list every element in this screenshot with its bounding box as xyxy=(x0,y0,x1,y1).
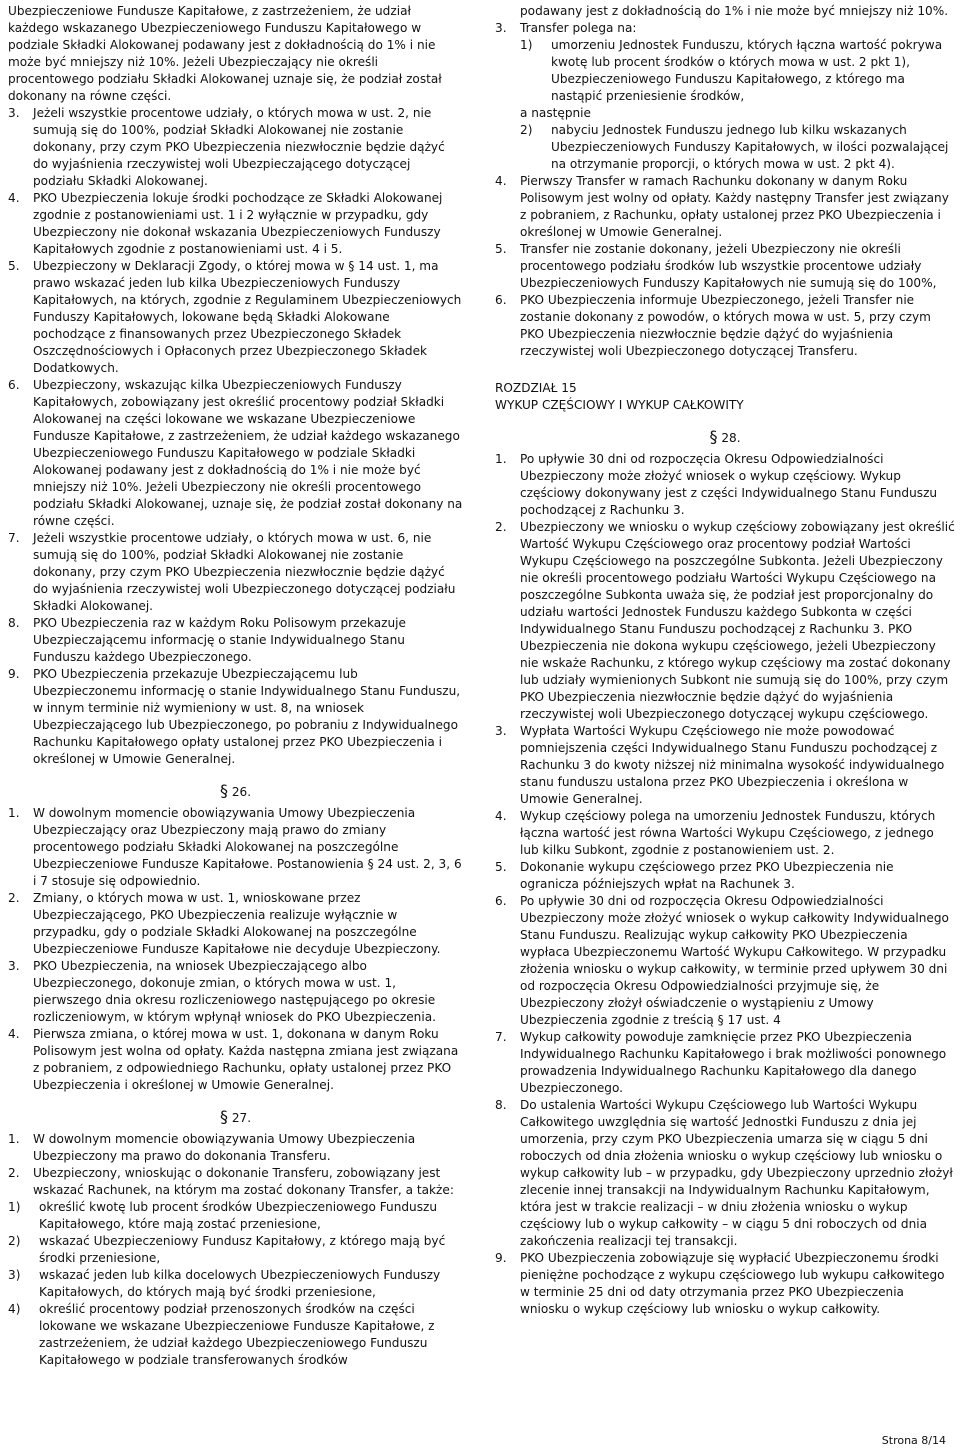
item-text: wskazać jeden lub kilka docelowych Ubezpieczeniowych Funduszy Kapitałowych, do których mają być środki przeniesione, xyxy=(39,1268,441,1299)
section-symbol: § xyxy=(709,427,718,446)
list-item xyxy=(495,451,955,519)
chapter-heading xyxy=(495,380,955,414)
item-text: Ubezpieczony we wniosku o wykup częściowy zobowiązany jest określić Wartość Wykupu Częściowego oraz procentowy podział Wartości Wykupu Częściowego na poszczególne Subkonta. Jeżeli Ubezpieczony nie określi procentowego podziału Wartości Wykupu Częściowego na poszczególne Subkonta uważa się, że podział jest proporcjonalny do udziału wartości Jednostek Funduszu każdego Subkonta w części Indywidualnego Stanu Funduszu pochodzącej z Rachunku 3. PKO Ubezpieczenia nie dokona wykupu częściowego, jeżeli Ubezpieczony nie wskaże Rachunku, z którego wykup częściowy ma zostać dokonany lub udziały wymienionych Subkont nie sumują się do 100%, przy czym PKO Ubezpieczenia niezwłocznie będzie dążyć do wyjaśnienia rzeczywistej woli Ubezpieczonego dotyczącej wykupu częściowego. xyxy=(520,520,955,721)
item-number: 5. xyxy=(495,242,507,256)
item-number: 4. xyxy=(495,174,507,188)
item-number: 5. xyxy=(8,259,20,273)
item-text: Ubezpieczony, wnioskując o dokonanie Transferu, zobowiązany jest wskazać Rachunek, na którym ma zostać dokonany Transfer, a także: xyxy=(33,1166,454,1197)
list-section-26 xyxy=(8,805,463,1094)
list-section-27 xyxy=(8,1131,463,1199)
sublist-transfer xyxy=(520,37,955,105)
item-number: 2. xyxy=(495,520,507,534)
connector-text: a następnie xyxy=(520,106,591,120)
item-number: 3) xyxy=(8,1268,21,1282)
item-text: Do ustalenia Wartości Wykupu Częściowego lub Wartości Wykupu Całkowitego uwzględnia się wartość Jednostki Funduszu z dnia jej umorzenia, przy czym PKO Ubezpieczenia umarza się w ciągu 5 dni roboczych od dnia złożenia wniosku o wykup częściowy lub wniosku o wykup całkowity lub – w przypadku, gdy Ubezpieczony uprzednio złożył zlecenie innej transakcji na Indywidualnym Rachunku Kapitałowym, która jest w trakcie realizacji – w dniu złożenia wniosku o wykup częściowy lub o wykup całkowity – w ciągu 5 dni roboczych od dnia zakończenia realizacji tej transakcji. xyxy=(520,1098,953,1248)
right-column xyxy=(495,3,955,1318)
item-text: Jeżeli wszystkie procentowe udziały, o których mowa w ust. 2, nie sumują się do 100%, podział Składki Alokowanej nie zostanie dokonany, przy czym PKO Ubezpieczenia niezwłocznie będzie dążyć do wyjaśnienia rzeczywistej woli Ubezpieczającego dotyczącej podziału Składki Alokowanej. xyxy=(33,106,445,188)
sublist-transfer-2 xyxy=(520,122,955,173)
item-text: Po upływie 30 dni od rozpoczęcia Okresu Odpowiedzialności Ubezpieczony może złożyć wniosek o wykup częściowy. Wykup częściowy dokonywany jest z części Indywidualnego Stanu Funduszu pochodzącej z Rachunku 3. xyxy=(520,452,938,517)
item-number: 2. xyxy=(8,891,20,905)
item-text: PKO Ubezpieczenia raz w każdym Roku Polisowym przekazuje Ubezpieczającemu informację o stanie Indywidualnego Stanu Funduszu każdego Ubezpieczonego. xyxy=(33,616,406,664)
item-number: 2. xyxy=(8,1166,20,1180)
section-symbol: § xyxy=(219,781,228,800)
item-text: Pierwsza zmiana, o której mowa w ust. 1, dokonana w danym Roku Polisowym jest wolna od opłaty. Każda następna zmiana jest związana z pobraniem, z odpowiedniego Rachunku, opłaty ustalonej przez PKO Ubezpieczenia i określonej w Umowie Generalnej. xyxy=(33,1027,459,1092)
item-number: 4. xyxy=(8,1027,20,1041)
item-text: nabyciu Jednostek Funduszu jednego lub kilku wskazanych Ubezpieczeniowych Funduszy Kapitałowych, w ilości pozwalającej na otrzymanie proporcji, o których mowa w ust. 2 pkt 4). xyxy=(551,123,949,171)
item-text: określić kwotę lub procent środków Ubezpieczeniowego Funduszu Kapitałowego, które mają zostać przeniesione, xyxy=(39,1200,438,1231)
list-item xyxy=(495,241,955,292)
item-text: PKO Ubezpieczenia przekazuje Ubezpieczającemu lub Ubezpieczonemu informację o stanie Indywidualnego Stanu Funduszu, w innym terminie niż wymieniony w ust. 8, na wniosek Ubezpieczającego lub Ubezpieczonego, po pobraniu z Indywidualnego Rachunku Kapitałowego opłaty ustalonej przez PKO Ubezpieczenia i określonej w Umowie Generalnej. xyxy=(33,667,461,766)
item-text: Transfer nie zostanie dokonany, jeżeli Ubezpieczony nie określi procentowego podziału środków lub wszystkie procentowe udziały Ubezpieczeniowych Funduszy Kapitałowych nie sumują się do 100%, xyxy=(520,242,937,290)
list-item xyxy=(495,173,955,241)
list-item xyxy=(495,723,955,808)
item-number: 3. xyxy=(8,106,20,120)
item-text: Ubezpieczony, wskazując kilka Ubezpieczeniowych Funduszy Kapitałowych, zobowiązany jest określić procentowy podział Składki Alokowanej na części lokowane we wskazane Ubezpieczeniowe Fundusze Kapitałowe, z zastrzeżeniem, że udział każdego wskazanego Ubezpieczeniowego Funduszu Kapitałowego w podziale Składki Alokowanej podawany jest z dokładnością do 1% i nie może być mniejszy niż 10%. Jeżeli Ubezpieczony nie określi procentowego podziału Składki Alokowanej, uznaje się, że podział został dokonany na równe części. xyxy=(33,378,463,528)
list-section-25 xyxy=(8,105,463,768)
list-item xyxy=(8,105,463,190)
item-text: umorzeniu Jednostek Funduszu, których łączna wartość pokrywa kwotę lub procent środków o których mowa w ust. 2 pkt 1), Ubezpieczeniowego Funduszu Kapitałowego, z którego ma nastąpić przeniesienie środków, xyxy=(551,38,943,103)
list-item xyxy=(8,615,463,666)
list-item xyxy=(495,292,955,360)
item-text: wskazać Ubezpieczeniowy Fundusz Kapitałowy, z którego mają być środki przeniesione, xyxy=(39,1234,446,1265)
item-text: Zmiany, o których mowa w ust. 1, wnioskowane przez Ubezpieczającego, PKO Ubezpieczenia realizuje wyłącznie w przypadku, gdy o podziale Składki Alokowanej na poszczególne Ubezpieczeniowe Fundusze Kapitałowe nie decyduje Ubezpieczony. xyxy=(33,891,441,956)
left-column xyxy=(8,3,463,1369)
list-item xyxy=(8,190,463,258)
item-number: 9. xyxy=(8,667,20,681)
paragraph-continuation: podawany jest z dokładnością do 1% i nie może być mniejszy niż 10%. xyxy=(520,4,949,18)
section-heading-28: § 28. xyxy=(709,427,741,446)
item-text: Wykup całkowity powoduje zamknięcie przez PKO Ubezpieczenia Indywidualnego Rachunku Kapitałowego i brak możliwości ponownego prowadzenia Indywidualnego Rachunku Kapitałowego dla danego Ubezpieczonego. xyxy=(520,1030,947,1095)
item-text: Po upływie 30 dni od rozpoczęcia Okresu Odpowiedzialności Ubezpieczony może złożyć wniosek o wykup całkowity Indywidualnego Stanu Funduszu. Realizując wykup całkowity PKO Ubezpieczenia wypłaca Ubezpieczonemu Wartość Wykupu Całkowitego. W przypadku złożenia wniosku o wykup całkowity, w terminie przed upływem 30 dni od rozpoczęcia Okresu Odpowiedzialności przyjmuje się, że Ubezpieczony złożył oświadczenie o wystąpieniu z Umowy Ubezpieczenia zgodnie z treścią § 17 ust. 4 xyxy=(520,894,949,1027)
item-text: Dokonanie wykupu częściowego przez PKO Ubezpieczenia nie ogranicza późniejszych wpłat na Rachunek 3. xyxy=(520,860,894,891)
list-item xyxy=(495,859,955,893)
list-item xyxy=(8,377,463,530)
item-number: 1. xyxy=(8,806,20,820)
item-number: 6. xyxy=(8,378,20,392)
list-item: 3. Transfer polega na: xyxy=(495,21,637,35)
item-text: W dowolnym momencie obowiązywania Umowy Ubezpieczenia Ubezpieczający oraz Ubezpieczony mają prawo do zmiany procentowego podziału Składki Alokowanej na poszczególne Ubezpieczeniowe Fundusze Kapitałowe. Postanowienia § 24 ust. 2, 3, 6 i 7 stosuje się odpowiednio. xyxy=(33,806,462,888)
list-item xyxy=(8,805,463,890)
item-number: 8. xyxy=(495,1098,507,1112)
item-number: 2) xyxy=(520,123,533,137)
list-item xyxy=(495,1250,955,1318)
item-number: 1. xyxy=(8,1132,20,1146)
item-number: 5. xyxy=(495,860,507,874)
list-item xyxy=(8,1165,463,1199)
sublist-item xyxy=(520,37,955,105)
item-number: 1) xyxy=(520,38,533,52)
item-number: 3. xyxy=(8,959,20,973)
list-item xyxy=(8,890,463,958)
list-item xyxy=(8,258,463,377)
item-text: Wykup częściowy polega na umorzeniu Jednostek Funduszu, których łączna wartość jest równa Wartości Wykupu Częściowego, z jednego lub kilku Subkont, zgodnie z postanowieniem ust. 2. xyxy=(520,809,936,857)
list-item xyxy=(495,893,955,1029)
item-text: PKO Ubezpieczenia lokuje środki pochodzące ze Składki Alokowanej zgodnie z postanowieniami ust. 1 i 2 wyłącznie w przypadku, gdy Ubezpieczony nie dokonał wskazania Ubezpieczeniowych Funduszy Kapitałowych zgodnie z postanowieniami ust. 4 i 5. xyxy=(33,191,443,256)
item-text: PKO Ubezpieczenia zobowiązuje się wypłacić Ubezpieczonemu środki pieniężne pochodzące z wykupu częściowego lub wykupu całkowitego w terminie 25 dni od daty otrzymania przez PKO Ubezpieczenia wniosku o wykup częściowy lub wniosku o wykup całkowity. xyxy=(520,1251,945,1316)
item-text: określić procentowy podział przenoszonych środków na części lokowane we wskazane Ubezpieczeniowe Fundusze Kapitałowe, z zastrzeżeniem, że udział każdego Ubezpieczeniowego Funduszu Kapitałowego w podziale transferowanych środków xyxy=(39,1302,435,1367)
section-heading-26: § 26. xyxy=(219,781,252,800)
item-text: Pierwszy Transfer w ramach Rachunku dokonany w danym Roku Polisowym jest wolny od opłaty. Każdy następny Transfer jest związany z pobraniem, z Rachunku, opłaty ustalonej przez PKO Ubezpieczenia i określonej w Umowie Generalnej. xyxy=(520,174,949,239)
list-item xyxy=(495,1029,955,1097)
chapter-number: ROZDZIAŁ 15 xyxy=(495,381,577,395)
sublist-item xyxy=(8,1199,463,1233)
item-text: Jeżeli wszystkie procentowe udziały, o których mowa w ust. 6, nie sumują się do 100%, podział Składki Alokowanej nie zostanie dokonany, przy czym PKO Ubezpieczenia niezwłocznie będzie dążyć do wyjaśnienia rzeczywistej woli Ubezpieczonego dotyczącej podziału Składki Alokowanej. xyxy=(33,531,456,613)
section-heading-27: § 27. xyxy=(219,1107,252,1126)
list-item xyxy=(8,1131,463,1165)
list-item xyxy=(495,519,955,723)
item-number: 2) xyxy=(8,1234,21,1248)
item-number: 7. xyxy=(8,531,20,545)
item-number: 6. xyxy=(495,293,507,307)
list-item xyxy=(495,1097,955,1250)
sublist-item xyxy=(8,1301,463,1369)
section-symbol: § xyxy=(219,1107,228,1126)
item-text: PKO Ubezpieczenia informuje Ubezpieczonego, jeżeli Transfer nie zostanie dokonany z powodów, o których mowa w ust. 5, przy czym PKO Ubezpieczenia niezwłocznie będzie dążyć do wyjaśnienia rzeczywistej woli Ubezpieczonego dotyczącej Transferu. xyxy=(520,293,931,358)
sublist-item xyxy=(520,122,955,173)
item-number: 1. xyxy=(495,452,507,466)
item-number: 4. xyxy=(8,191,20,205)
item-text: W dowolnym momencie obowiązywania Umowy Ubezpieczenia Ubezpieczony ma prawo do dokonania Transferu. xyxy=(33,1132,416,1163)
sublist-item xyxy=(8,1233,463,1267)
item-number: 4. xyxy=(495,809,507,823)
list-item xyxy=(8,958,463,1026)
chapter-title: WYKUP CZĘŚCIOWY I WYKUP CAŁKOWITY xyxy=(495,398,744,412)
item-text: PKO Ubezpieczenia, na wniosek Ubezpieczającego albo Ubezpieczonego, dokonuje zmian, o których mowa w ust. 1, pierwszego dnia okresu rozliczeniowego następującego po okresie rozliczeniowym, w którym wpłynął wniosek do PKO Ubezpieczenia. xyxy=(33,959,436,1024)
item-number: 4) xyxy=(8,1302,21,1316)
list-item xyxy=(495,808,955,859)
list-section-27-cont xyxy=(495,173,955,360)
sublist-section-27 xyxy=(8,1199,463,1369)
item-number: 6. xyxy=(495,894,507,908)
sublist-item xyxy=(8,1267,463,1301)
item-number: 8. xyxy=(8,616,20,630)
sublist-wrapper xyxy=(495,37,955,173)
item-number: 7. xyxy=(495,1030,507,1044)
page-number: Strona 8/14 xyxy=(881,1434,946,1447)
list-item xyxy=(8,666,463,768)
list-item xyxy=(8,1026,463,1094)
paragraph-continuation: Ubezpieczeniowe Fundusze Kapitałowe, z zastrzeżeniem, że udział każdego wskazanego Ubezpieczeniowego Funduszu Kapitałowego w podziale Składki Alokowanej podawany jest z dokładnością do 1% i nie może być mniejszy niż 10%. Jeżeli Ubezpieczający nie określi procentowego podziału Składki Alokowanej uznaje się, że podział został dokonany na równe części. xyxy=(8,4,442,103)
item-number: 9. xyxy=(495,1251,507,1265)
item-text: Ubezpieczony w Deklaracji Zgody, o której mowa w § 14 ust. 1, ma prawo wskazać jeden lub kilka Ubezpieczeniowych Funduszy Kapitałowych, na których, zgodnie z Regulaminem Ubezpieczeniowych Funduszy Kapitałowych, lokowane będą Składki Alokowane pochodzące z finansowanych przez Ubezpieczonego Składek Oszczędnościowych i Opłaconych przez Ubezpieczonego Składek Dodatkowych. xyxy=(33,259,462,375)
item-text: Wypłata Wartości Wykupu Częściowego nie może powodować pomniejszenia części Indywidualnego Stanu Funduszu pochodzącej z Rachunku 3 do kwoty niższej niż minimalna wysokość indywidualnego stanu funduszu ustalona przez PKO Ubezpieczenia i określona w Umowie Generalnej. xyxy=(520,724,945,806)
list-section-28 xyxy=(495,451,955,1318)
item-number: 3. xyxy=(495,724,507,738)
item-number: 1) xyxy=(8,1200,21,1214)
list-item xyxy=(8,530,463,615)
